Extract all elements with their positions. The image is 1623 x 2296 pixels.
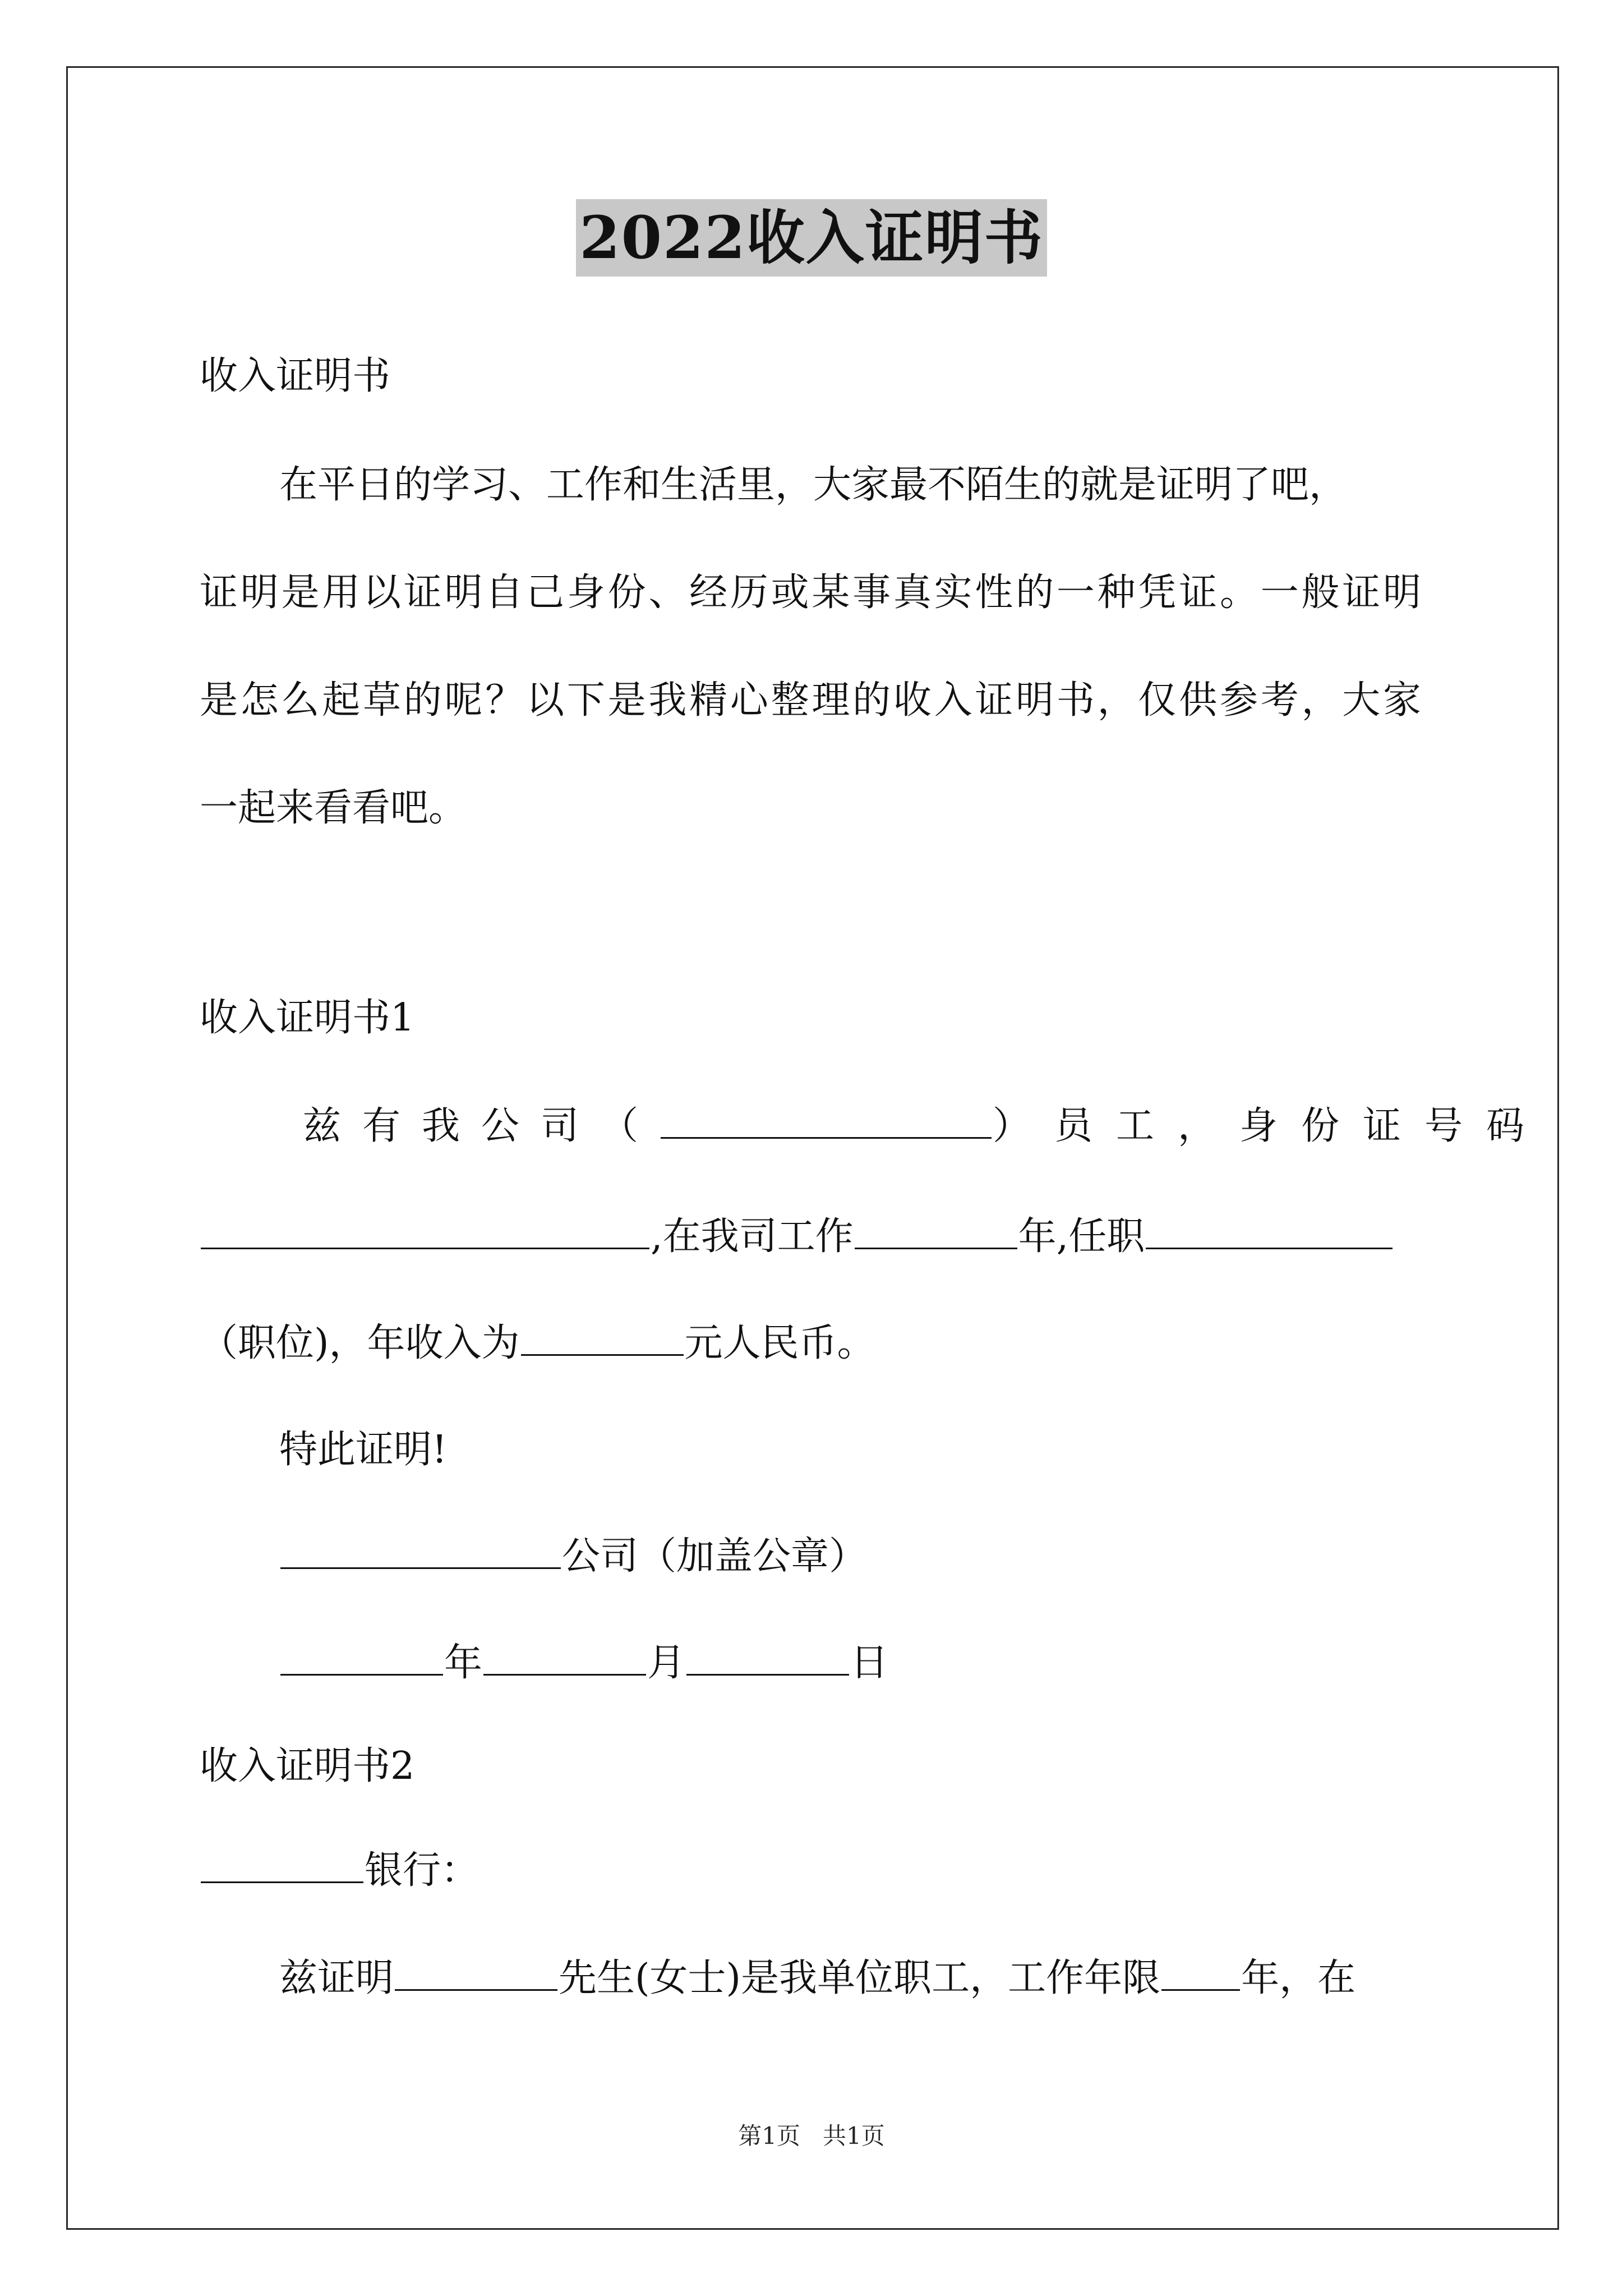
section1-company-line bbox=[279, 1531, 867, 1582]
date-year-label: 年 bbox=[444, 1641, 483, 1685]
title-container bbox=[0, 199, 1623, 277]
income-blank bbox=[521, 1354, 684, 1356]
id-number-blank bbox=[201, 1247, 649, 1249]
document-title: 2022收入证明书 bbox=[576, 199, 1046, 277]
section1-line1-text-b: ）员工，身份证号码 bbox=[993, 1104, 1548, 1148]
section1-line2-text-b: 年,任职 bbox=[1018, 1214, 1145, 1259]
intro-line-1: 在平日的学习、工作和生活里，大家最不陌生的就是证明了吧， bbox=[279, 463, 1348, 507]
intro-line-3: 是怎么起草的呢？以下是我精心整理的收入证明书，仅供参考，大家 bbox=[200, 678, 1421, 723]
day-blank bbox=[686, 1673, 849, 1676]
section2-line1-text-a: 兹证明 bbox=[279, 1956, 394, 2000]
date-month-label: 月 bbox=[647, 1641, 686, 1685]
section1-line3-text-b: 元人民币。 bbox=[684, 1321, 875, 1365]
section2-heading: 收入证明书2 bbox=[200, 1744, 415, 1788]
bank-name-blank bbox=[201, 1881, 363, 1883]
section1-line-3 bbox=[200, 1318, 875, 1369]
section2-bank-text: 银行： bbox=[365, 1848, 479, 1893]
section1-closing: 特此证明! bbox=[279, 1428, 448, 1472]
work-years-blank bbox=[1161, 1989, 1240, 1991]
intro-line-4: 一起来看看吧。 bbox=[200, 786, 467, 830]
section1-date-line bbox=[279, 1638, 888, 1688]
section1-line-2 bbox=[200, 1212, 1394, 1262]
section1-line3-text-a: （职位)，年收入为 bbox=[200, 1321, 520, 1365]
section1-company-text: 公司（加盖公章） bbox=[562, 1534, 868, 1579]
footer-total-pages: 共1页 bbox=[823, 2122, 885, 2150]
section2-bank-line bbox=[200, 1846, 479, 1896]
section2-line-1 bbox=[279, 1953, 1355, 2004]
section2-line1-text-c: 年，在 bbox=[1241, 1956, 1356, 2000]
section1-heading: 收入证明书1 bbox=[200, 996, 415, 1040]
month-blank bbox=[483, 1673, 646, 1676]
intro-heading: 收入证明书 bbox=[200, 354, 391, 398]
years-blank bbox=[855, 1247, 1017, 1249]
intro-line-2: 证明是用以证明自己身份、经历或某事真实性的一种凭证。一般证明 bbox=[200, 570, 1421, 615]
section1-line1-text-a: 兹有我公司（ bbox=[303, 1104, 660, 1148]
company-name-blank bbox=[661, 1137, 992, 1139]
year-blank bbox=[280, 1673, 443, 1676]
company-seal-blank bbox=[280, 1567, 561, 1569]
footer-page-number: 第1页 bbox=[738, 2122, 800, 2150]
employee-name-blank bbox=[395, 1989, 557, 1991]
section1-line2-text-a: ,在我司工作 bbox=[651, 1214, 854, 1259]
page-footer bbox=[0, 2119, 1623, 2153]
section1-line-1 bbox=[303, 1101, 1548, 1152]
date-day-label: 日 bbox=[850, 1641, 889, 1685]
position-blank bbox=[1146, 1247, 1393, 1249]
section2-line1-text-b: 先生(女士)是我单位职工，工作年限 bbox=[559, 1956, 1161, 2000]
